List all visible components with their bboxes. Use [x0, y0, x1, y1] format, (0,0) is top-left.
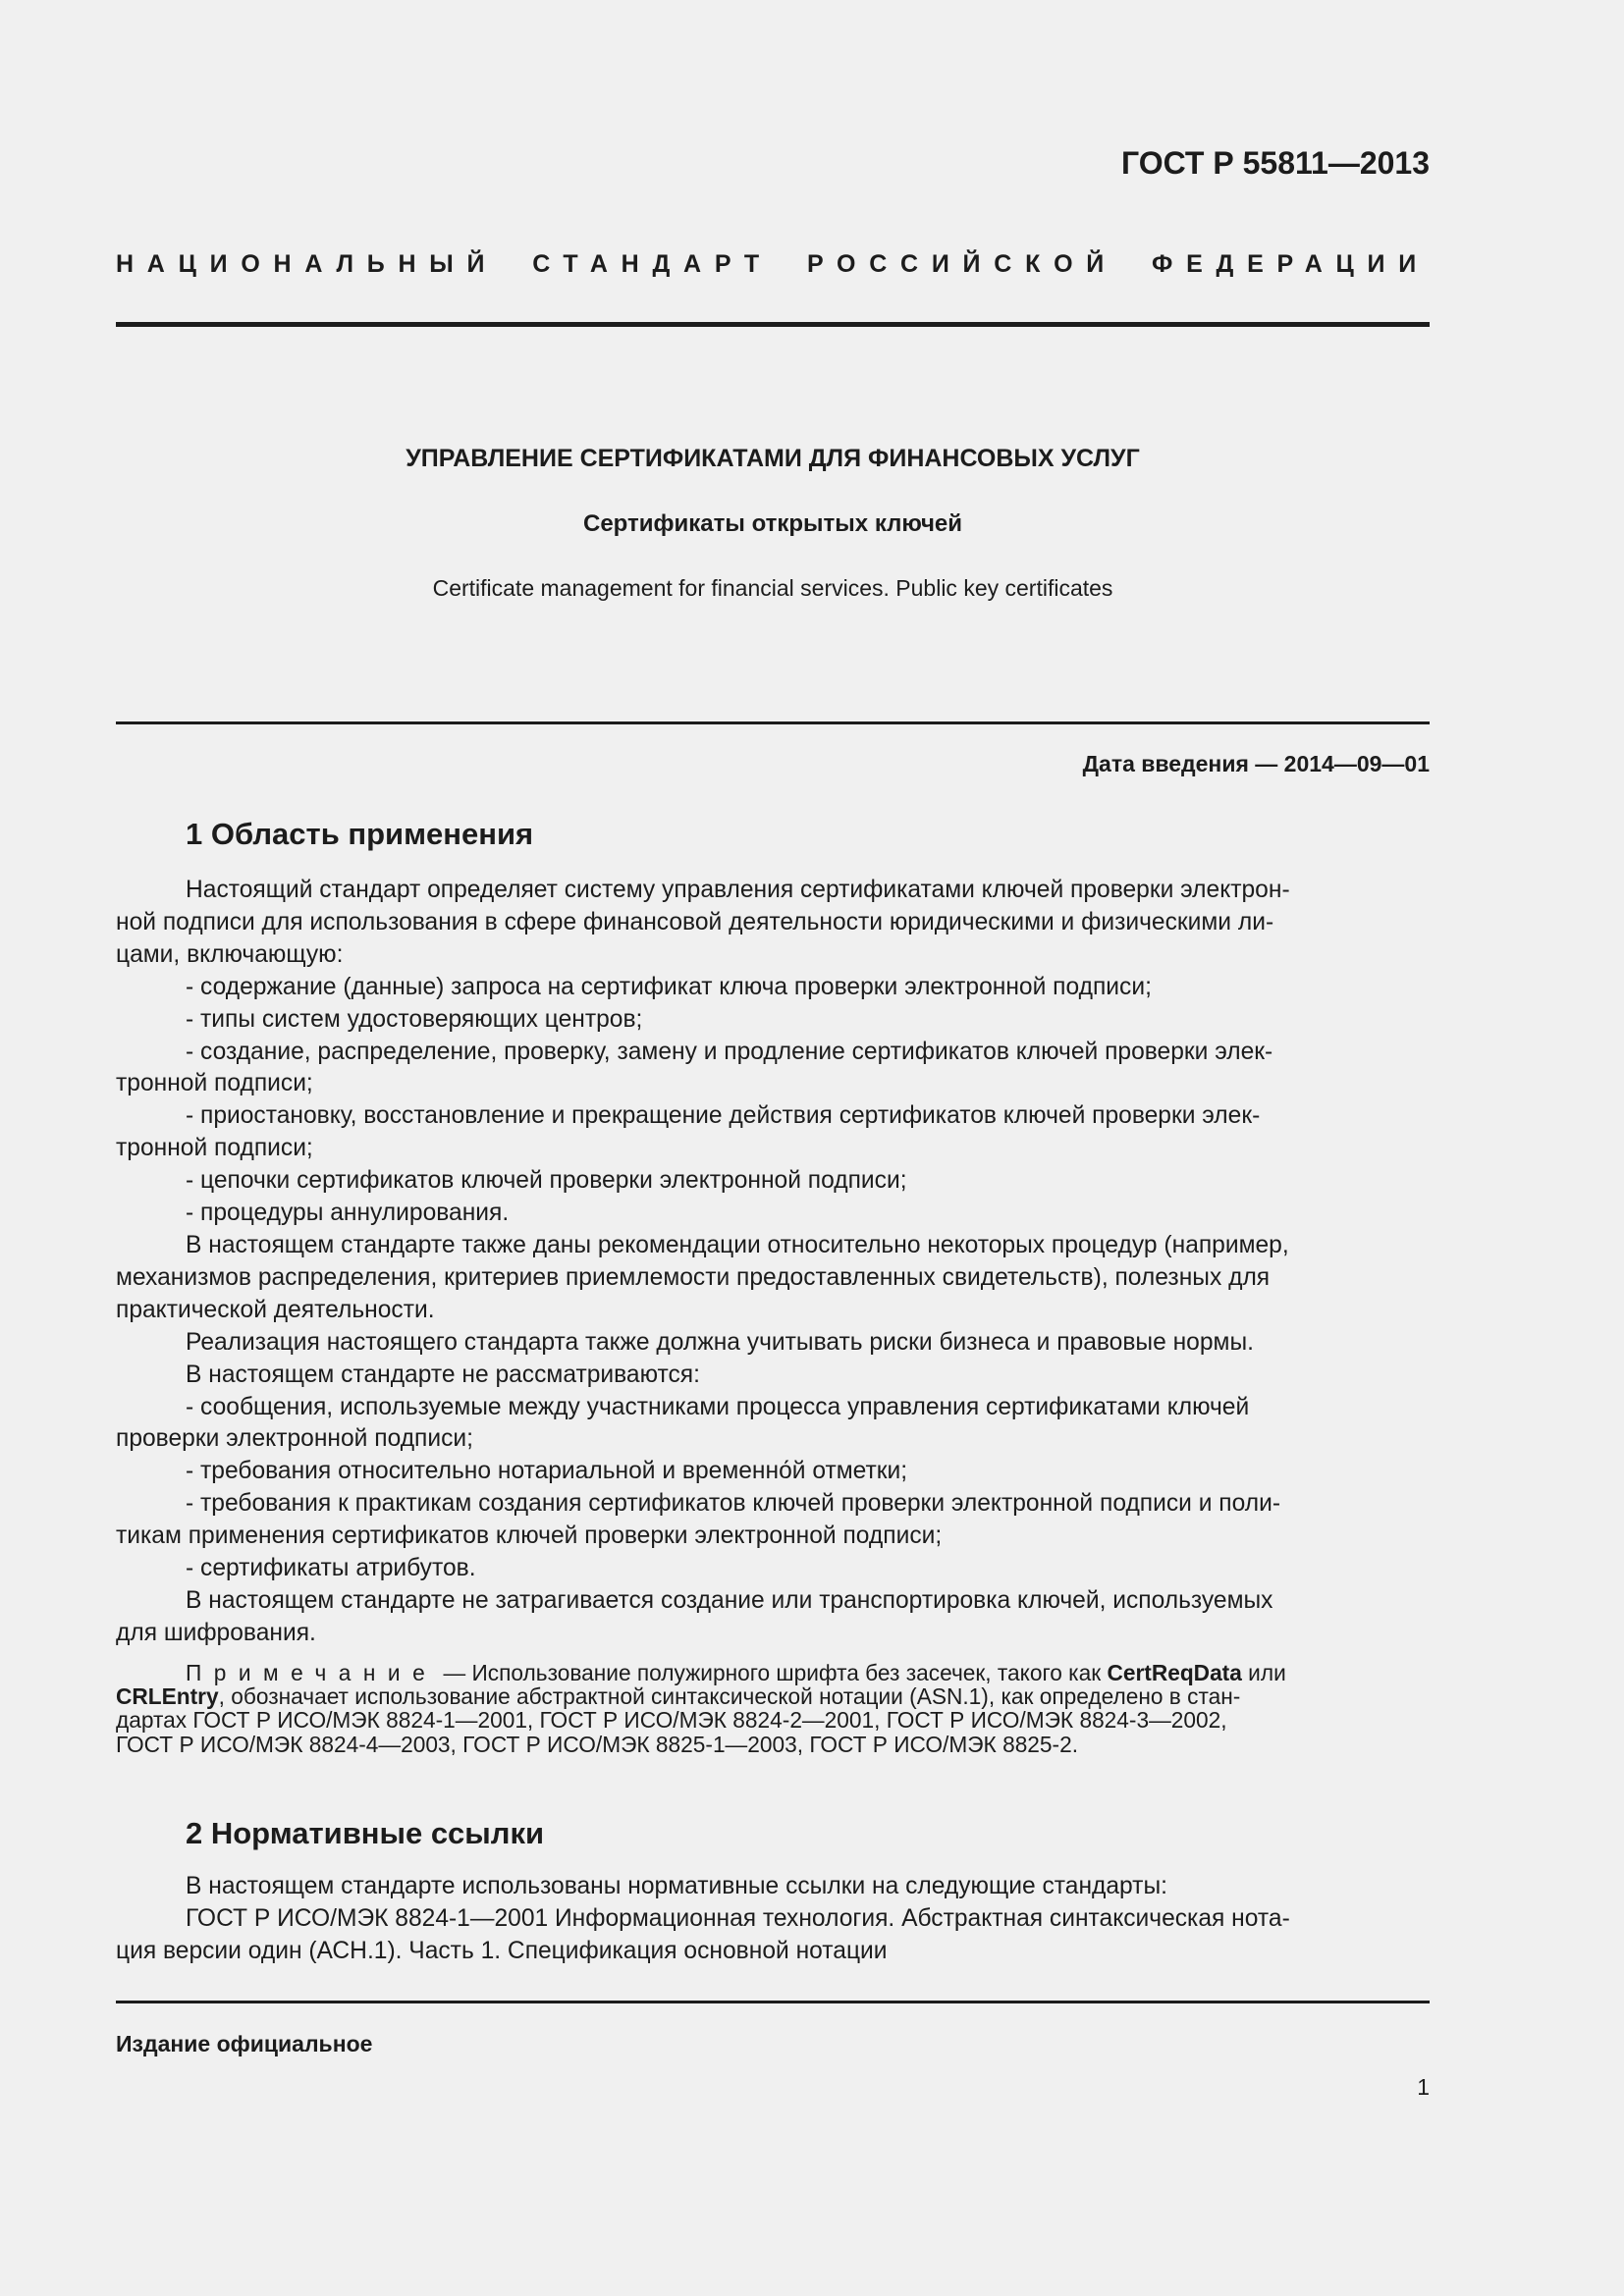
text-line: ной подписи для использования в сфере финансовой деятельности юридическими и физическими ли-: [116, 908, 1274, 935]
note-line: [116, 1661, 1430, 1684]
national-standard-banner: [116, 250, 1430, 279]
text-line: тронной подписи;: [116, 1070, 313, 1097]
text-line: В настоящем стандарте не затрагивается создание или транспортировка ключей, используемых: [186, 1586, 1273, 1614]
text-line: ГОСТ Р ИСО/МЭК 8824-1—2001 Информационная технология. Абстрактная синтаксическая нота-: [186, 1904, 1290, 1932]
document-title: УПРАВЛЕНИЕ СЕРТИФИКАТАМИ ДЛЯ ФИНАНСОВЫХ УСЛУГ: [406, 445, 1140, 472]
english-title: Certificate management for financial services. Public key certificates: [432, 575, 1113, 601]
text-line: В настоящем стандарте не рассматриваются:: [186, 1361, 700, 1388]
text-line: В настоящем стандарте также даны рекомендации относительно некоторых процедур (например,: [186, 1231, 1289, 1258]
note-text: или: [1241, 1660, 1286, 1685]
section-heading: 1 Область применения: [186, 817, 534, 851]
text-line: - требования относительно нотариальной и временно́й отметки;: [186, 1458, 908, 1485]
text-line: Настоящий стандарт определяет систему управления сертификатами ключей проверки электрон-: [186, 877, 1290, 903]
text-line: - сообщения, используемые между участниками процесса управления сертификатами ключей: [186, 1393, 1250, 1420]
note-line: ГОСТ Р ИСО/МЭК 8824-4—2003, ГОСТ Р ИСО/МЭК 8825-1—2003, ГОСТ Р ИСО/МЭК 8825-2.: [116, 1731, 1079, 1757]
text-line: для шифрования.: [116, 1619, 316, 1646]
document-number: ГОСТ Р 55811—2013: [1121, 145, 1430, 181]
note-term: CRLEntry: [116, 1683, 219, 1710]
text-line: - процедуры аннулирования.: [186, 1200, 510, 1227]
section-1-body: [116, 875, 1430, 1650]
note-label: Примечание: [186, 1660, 438, 1685]
note-term: CertReqData: [1107, 1660, 1242, 1685]
text-line: - цепочки сертификатов ключей проверки электронной подписи;: [186, 1167, 907, 1195]
top-divider: [116, 322, 1430, 327]
banner-word: РОССИЙСКОЙ: [806, 250, 1118, 278]
text-line: - сертификаты атрибутов.: [186, 1555, 476, 1582]
text-line: проверки электронной подписи;: [116, 1425, 473, 1453]
section-2-body: [116, 1871, 1430, 1968]
page-number: 1: [1417, 2074, 1430, 2100]
text-line: - типы систем удостоверяющих центров;: [186, 1005, 643, 1033]
text-line: цами, включающую:: [116, 940, 344, 968]
text-line: ция версии один (АСН.1). Часть 1. Спецификация основной нотации: [116, 1937, 888, 1964]
text-line: В настоящем стандарте использованы нормативные ссылки на следующие стандарты:: [186, 1873, 1167, 1899]
introduction-date: Дата введения — 2014—09—01: [1082, 751, 1430, 776]
text-line: тронной подписи;: [116, 1135, 313, 1162]
note-text: — Использование полужирного шрифта без засечек, такого как: [437, 1660, 1108, 1685]
text-line: Реализация настоящего стандарта также должна учитывать риски бизнеса и правовые нормы.: [186, 1328, 1254, 1356]
text-line: тикам применения сертификатов ключей проверки электронной подписи;: [116, 1522, 943, 1550]
banner-word: НАЦИОНАЛЬНЫЙ: [116, 250, 499, 278]
note-line: дартах ГОСТ Р ИСО/МЭК 8824-1—2001, ГОСТ Р ИСО/МЭК 8824-2—2001, ГОСТ Р ИСО/МЭК 8824-3—2002,: [116, 1707, 1227, 1734]
title-divider: [116, 721, 1430, 724]
banner-word: ФЕДЕРАЦИИ: [1152, 250, 1430, 278]
edition-label: Издание официальное: [116, 2031, 373, 2056]
text-line: - приостановку, восстановление и прекращение действия сертификатов ключей проверки элек-: [186, 1102, 1261, 1130]
section-heading: 2 Нормативные ссылки: [186, 1816, 545, 1850]
note-text: , обозначает использование абстрактной синтаксической нотации (ASN.1), как определено в стан-: [218, 1683, 1241, 1710]
text-line: механизмов распределения, критериев приемлемости предоставленных свидетельств), полезных для: [116, 1263, 1271, 1291]
note: [116, 1661, 1430, 1756]
text-line: - содержание (данные) запроса на сертификат ключа проверки электронной подписи;: [186, 973, 1152, 1000]
text-line: практической деятельности.: [116, 1296, 435, 1323]
banner-word: СТАНДАРТ: [532, 250, 773, 278]
footer-divider: [116, 2001, 1430, 2003]
document-subtitle: Сертификаты открытых ключей: [583, 510, 962, 537]
text-line: - создание, распределение, проверку, замену и продление сертификатов ключей проверки элек-: [186, 1038, 1273, 1065]
note-line: [116, 1684, 1430, 1708]
text-line: - требования к практикам создания сертификатов ключей проверки электронной подписи и поли-: [186, 1490, 1281, 1518]
